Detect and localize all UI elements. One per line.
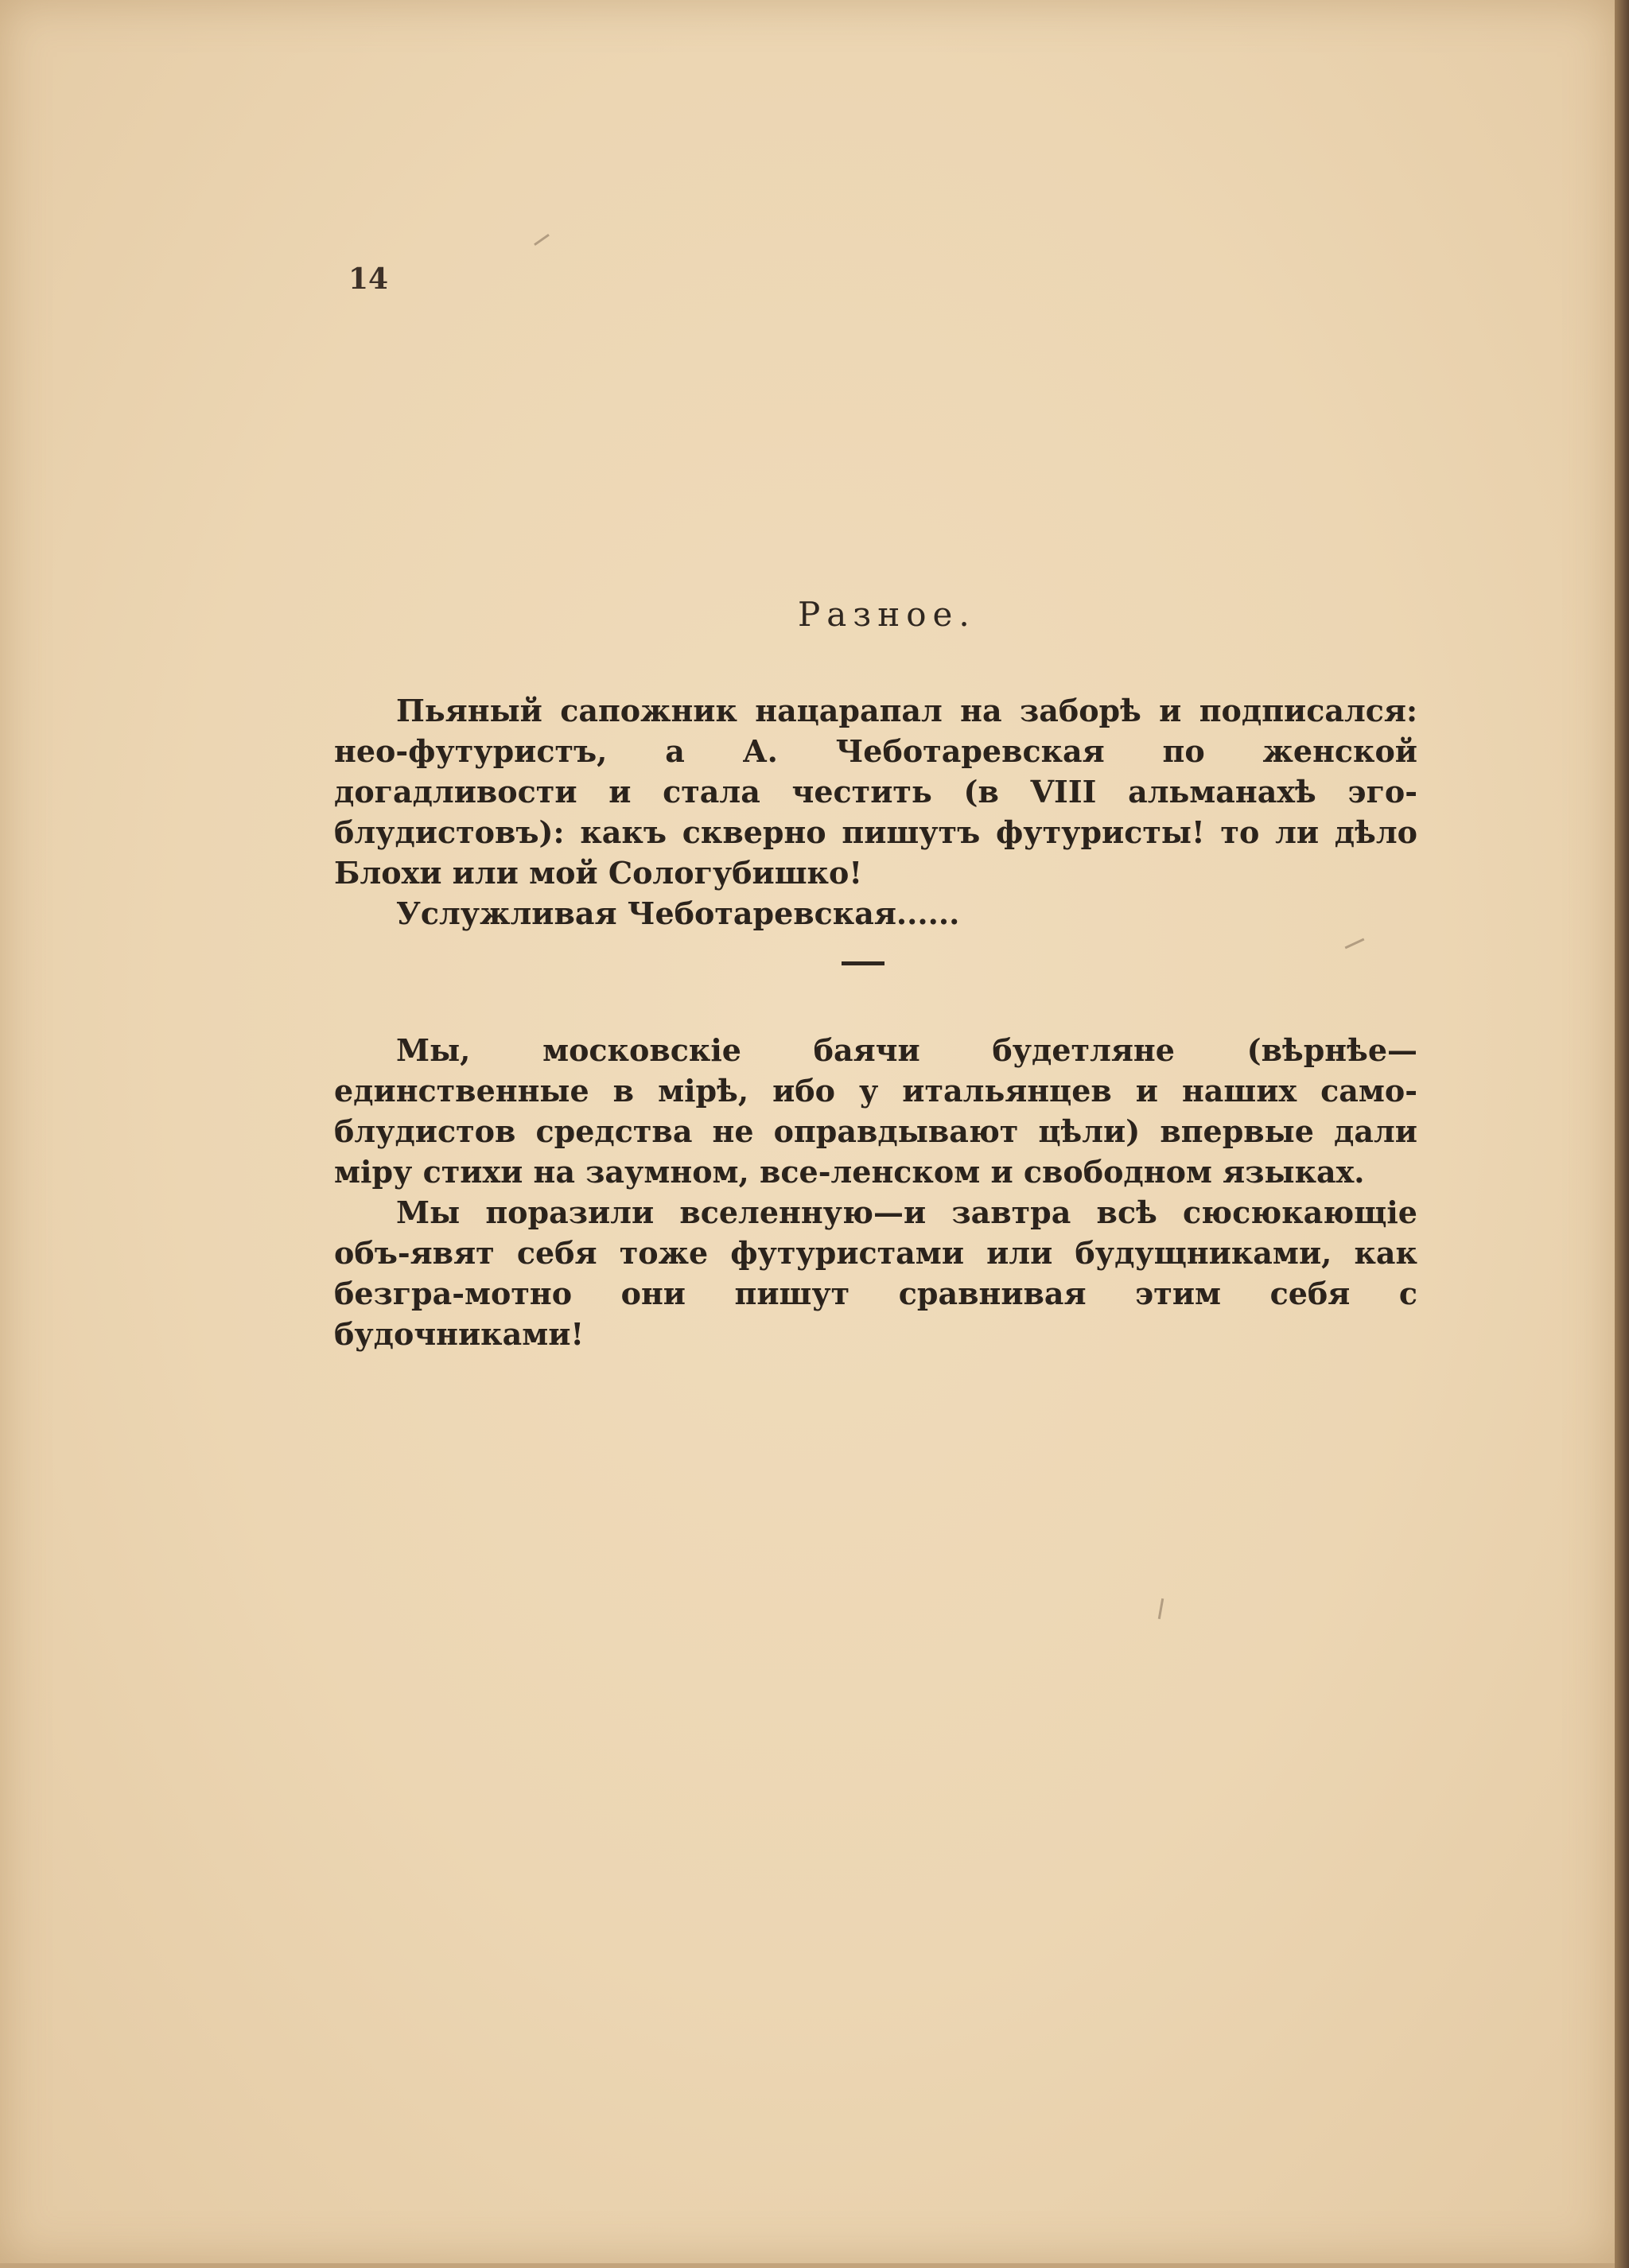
page-number: 14	[348, 262, 389, 296]
text-section-1	[334, 690, 1417, 934]
section-heading: Разное.	[798, 595, 976, 634]
paragraph: Мы поразили вселенную—и завтра всѣ сюсюкающiе объ-явят себя тоже футуристами или будущниками, как безгра-мотно они пишут сравнивая этим себя с будочниками!	[334, 1194, 1417, 1352]
paragraph: Услужливая Чеботаревская......	[396, 895, 960, 931]
paragraph: Пьяный сапожник нацарапал на заборѣ и подписался: нео-футуристъ, а А. Чеботаревская по женской догадливости и стала честить (в VIII альманахѣ эго-блудистовъ): какъ скверно пишутъ футуристы! то ли дѣло Блохи или мой Сологубишко!	[334, 693, 1417, 891]
section-divider	[842, 961, 884, 965]
text-section-2	[334, 1030, 1417, 1354]
paragraph: Мы, московскiе баячи будетляне (вѣрнѣе—единственные в мiрѣ, ибо у итальянцев и наших само-блудистов средства не оправдывают цѣли) впервые дали мiру стихи на заумном, все-ленском и свободном языках.	[334, 1032, 1417, 1190]
paper-speck	[534, 234, 550, 246]
paper-speck	[1158, 1598, 1164, 1619]
page-edge	[1615, 0, 1629, 2268]
paper-speck	[1345, 938, 1365, 950]
